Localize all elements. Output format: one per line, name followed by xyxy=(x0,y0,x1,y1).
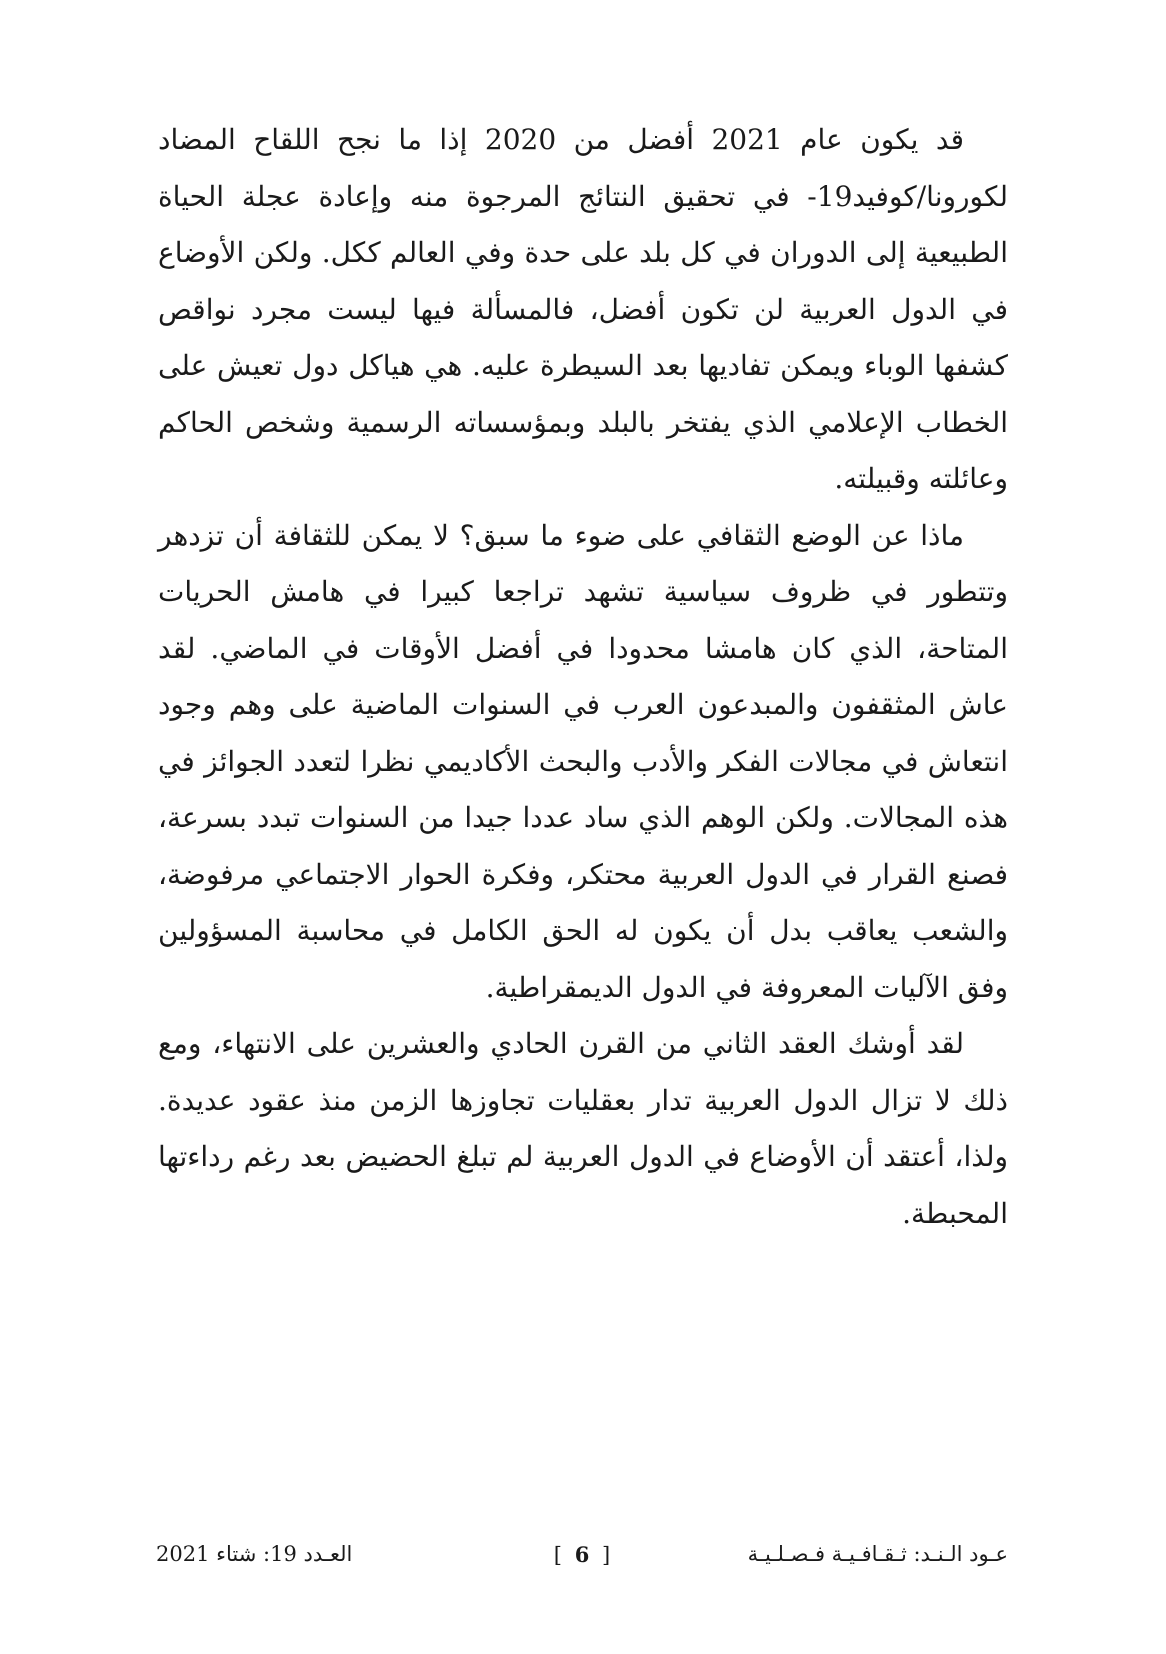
issue-info: العـدد 19: شتاء 2021 xyxy=(156,1542,353,1566)
page-number: 6 xyxy=(574,1542,590,1567)
paragraph-1: قد يكون عام 2021 أفضل من 2020 إذا ما نجح اللقاح المضاد لكورونا/كوفيد19- في تحقيق النتائج المرجوة منه وإعادة عجلة الحياة الطبيعية إلى الدوران في كل بلد على حدة وفي العالم ككل. ولكن الأوضاع في الدول العربية لن تكون أفضل، فالمسألة فيها ليست مجرد نواقص كشفها الوباء ويمكن تفاديها بعد السيطرة عليه. هي هياكل دول تعيش على الخطاب الإعلامي الذي يفتخر بالبلد وبمؤسساته الرسمية وشخص الحاكم وعائلته وقبيلته. xyxy=(158,123,1008,495)
page-number-box xyxy=(554,1542,610,1567)
paragraph-2: ماذا عن الوضع الثقافي على ضوء ما سبق؟ لا يمكن للثقافة أن تزدهر وتتطور في ظروف سياسية تشهد تراجعا كبيرا في هامش الحريات المتاحة، الذي كان هامشا محدودا في أفضل الأوقات في الماضي. لقد عاش المثقفون والمبدعون العرب في السنوات الماضية على وهم وجود انتعاش في مجالات الفكر والأدب والبحث الأكاديمي نظرا لتعدد الجوائز في هذه المجالات. ولكن الوهم الذي ساد عددا جيدا من السنوات تبدد بسرعة، فصنع القرار في الدول العربية محتكر، وفكرة الحوار الاجتماعي مرفوضة، والشعب يعاقب بدل أن يكون له الحق الكامل في محاسبة المسؤولين وفق الآليات المعروفة في الدول الديمقراطية. xyxy=(158,518,1008,1004)
bracket-close: ] xyxy=(602,1543,611,1567)
paragraph-3: لقد أوشك العقد الثاني من القرن الحادي والعشرين على الانتهاء، ومع ذلك لا تزال الدول العربية تدار بعقليات تجاوزها الزمن منذ عقود عديدة. ولذا، أعتقد أن الأوضاع في الدول العربية لم تبلغ الحضيض بعد رغم رداءتها المحبطة. xyxy=(158,1027,1008,1230)
page-footer xyxy=(156,1542,1008,1576)
journal-name: عـود الـنـد: ثـقـافـيـة فـصـلـيـة xyxy=(747,1542,1008,1566)
bracket-open: [ xyxy=(553,1543,562,1567)
article-body xyxy=(158,112,1008,1242)
